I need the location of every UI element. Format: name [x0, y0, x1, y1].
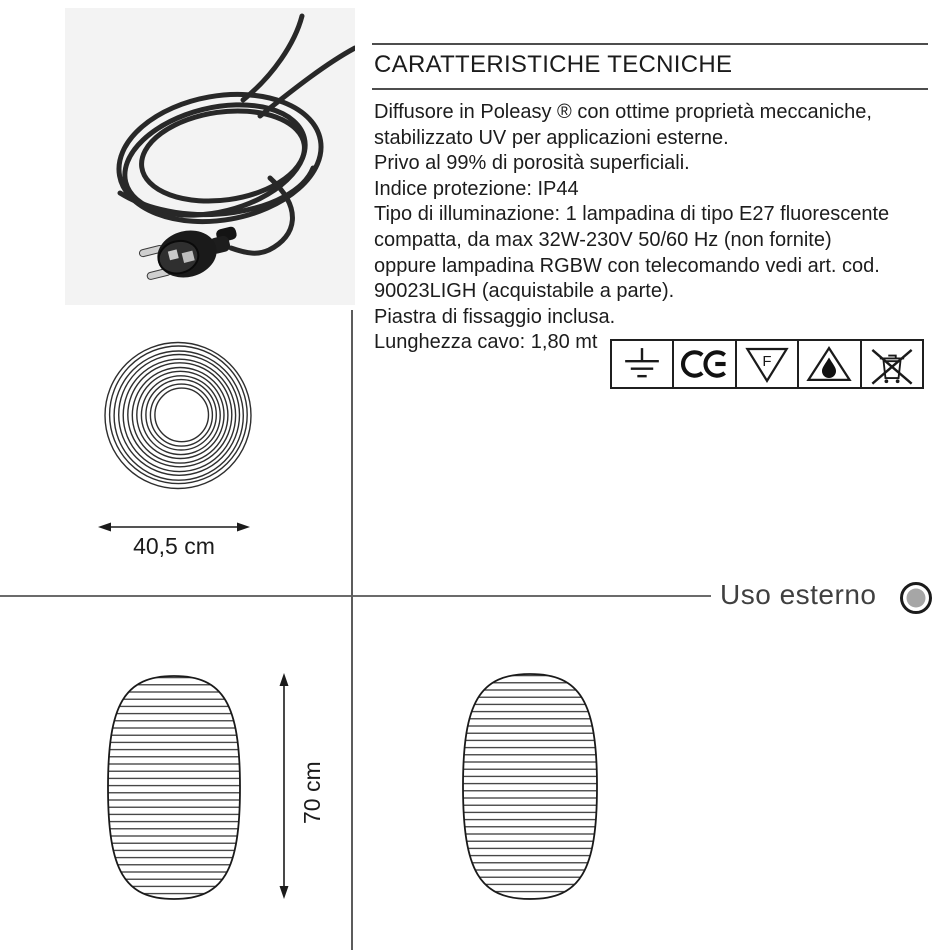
- ce-mark-icon: [672, 341, 734, 387]
- title-rule-bottom: [372, 88, 928, 90]
- drop-in-triangle-icon: [797, 341, 859, 387]
- outdoor-use-dot-icon: [898, 580, 934, 616]
- coil-top-view-drawing: [103, 338, 257, 492]
- spec-line: oppure lampadina RGBW con telecomando vedi art. cod.: [374, 254, 880, 277]
- diameter-dimension-label: 40,5 cm: [133, 533, 215, 559]
- height-dimension-arrow: [275, 671, 293, 901]
- lamp-side-view-left: [106, 674, 242, 901]
- lamp-side-view-right: [461, 672, 599, 901]
- spec-line: Privo al 99% di porosità superficiali.: [374, 152, 690, 175]
- spec-line: Piastra di fissaggio inclusa.: [374, 305, 616, 328]
- cable-illustration: [65, 8, 355, 305]
- spec-text-block: [374, 100, 946, 356]
- spec-line: compatta, da max 32W-230V 50/60 Hz (non fornite): [374, 228, 832, 251]
- height-dimension-label: 70 cm: [299, 761, 325, 824]
- spec-line: Lunghezza cavo: 1,80 mt: [374, 331, 598, 354]
- spec-line: Diffusore in Poleasy ® con ottime proprietà meccaniche,: [374, 101, 872, 123]
- certification-table: [610, 339, 924, 389]
- weee-crossed-bin-icon: [860, 341, 922, 387]
- earth-ground-icon: [612, 341, 672, 387]
- page-title: CARATTERISTICHE TECNICHE: [374, 51, 733, 78]
- title-rule-top: [372, 43, 928, 45]
- spec-line: stabilizzato UV per applicazioni esterne.: [374, 126, 729, 149]
- horizontal-divider: [0, 595, 711, 597]
- spec-line: Tipo di illuminazione: 1 lampadina di tipo E27 fluorescente: [374, 203, 890, 226]
- vertical-divider: [351, 310, 353, 950]
- cable-photo: [65, 8, 355, 305]
- spec-line: Indice protezione: IP44: [374, 177, 579, 200]
- f-letter: F: [762, 352, 772, 370]
- outdoor-use-label: Uso esterno: [720, 579, 877, 610]
- spec-line: 90023LIGH (acquistabile a parte).: [374, 280, 675, 303]
- f-mark-triangle-icon: [735, 341, 797, 387]
